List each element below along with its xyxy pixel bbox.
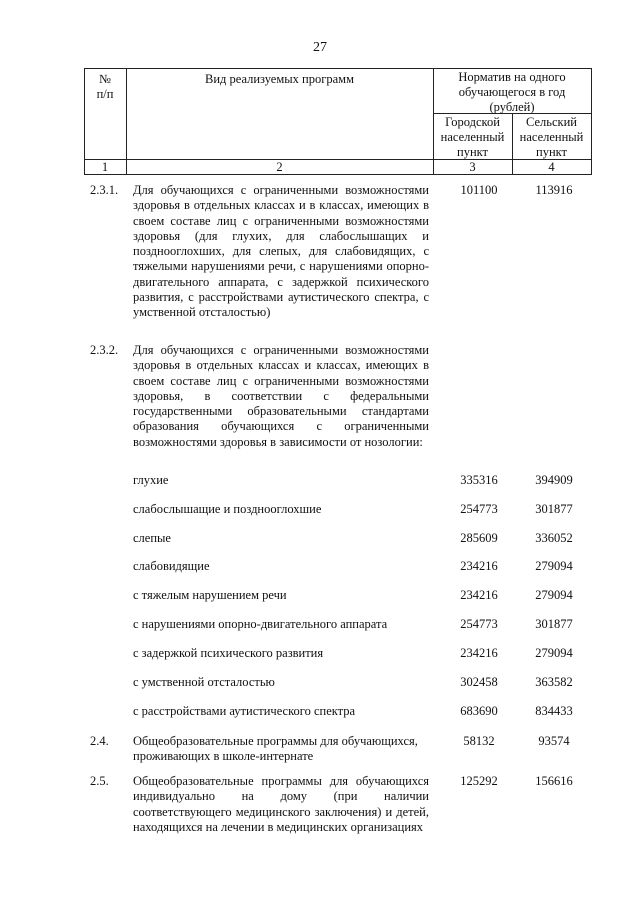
- row-urban-value: 125292: [460, 774, 498, 788]
- row-description: слабовидящие: [133, 559, 210, 573]
- row-rural-value: 301877: [535, 502, 573, 516]
- header-index: 2: [276, 160, 283, 174]
- row-urban-value: 234216: [460, 559, 498, 573]
- row-rural-value: 363582: [535, 675, 573, 689]
- header-index: 4: [548, 160, 555, 174]
- row-description: с задержкой психического развития: [133, 646, 324, 660]
- row-rural-value: 93574: [538, 734, 570, 748]
- row-description: слепые: [133, 531, 171, 545]
- row-urban-value: 254773: [460, 617, 498, 631]
- row-description: с тяжелым нарушением речи: [133, 588, 287, 602]
- header-index: 1: [101, 160, 109, 174]
- row-urban-value: 234216: [460, 588, 498, 602]
- row-urban-value: 234216: [460, 646, 498, 660]
- header-col-num: № п/п: [96, 72, 114, 101]
- row-description: Общеобразовательные программы для обучающихся, проживающих в школе-интернате: [133, 734, 418, 764]
- row-urban-value: 101100: [460, 183, 498, 197]
- header-col-urban: Городской населенный пункт: [440, 115, 505, 159]
- row-rural-value: 394909: [535, 473, 573, 487]
- header-col-norm: Норматив на одного обучающегося в год (рублей): [458, 70, 566, 114]
- row-rural-value: 834433: [535, 704, 573, 718]
- row-urban-value: 335316: [460, 473, 498, 487]
- row-description: Общеобразовательные программы для обучающихся индивидуально на дому (при наличии соответствующего медицинского заключения) и детей, находящихся на лечении в медицинских организациях: [133, 774, 429, 834]
- row-rural-value: 156616: [535, 774, 573, 788]
- row-description: с расстройствами аутистического спектра: [133, 704, 356, 718]
- row-rural-value: 279094: [535, 559, 573, 573]
- row-urban-value: 254773: [460, 502, 498, 516]
- header-index: 3: [469, 160, 476, 174]
- row-number: 2.3.2.: [90, 343, 119, 357]
- row-rural-value: 336052: [535, 531, 573, 545]
- table-header: [84, 68, 592, 175]
- page-number: 27: [313, 40, 327, 55]
- header-col-type: Вид реализуемых программ: [205, 72, 354, 86]
- row-description: Для обучающихся с ограниченными возможностями здоровья в отдельных классах и в классах, имеющих в своем составе лиц с ограниченными возможностями здоровья (для глухих, для слабослышащих и позднооглохших, для слепых, для слабовидящих, с тяжелыми нарушениями речи, с нарушениями опорно-двигательного аппарата, с задержкой психического развития, с расстройствами аутистического спектра, с умственной отсталостью): [133, 183, 429, 320]
- row-rural-value: 279094: [535, 646, 573, 660]
- row-urban-value: 285609: [460, 531, 498, 545]
- row-description: глухие: [133, 473, 169, 487]
- row-number: 2.4.: [90, 734, 109, 748]
- row-rural-value: 113916: [535, 183, 573, 197]
- row-rural-value: 279094: [535, 588, 573, 602]
- header-col-rural: Сельский населенный пункт: [519, 115, 584, 159]
- row-description: слабослышащие и позднооглохшие: [133, 502, 322, 516]
- row-rural-value: 301877: [535, 617, 573, 631]
- row-number: 2.3.1.: [90, 183, 119, 197]
- row-urban-value: 58132: [463, 734, 495, 748]
- row-urban-value: 683690: [460, 704, 498, 718]
- row-description: с нарушениями опорно-двигательного аппарата: [133, 617, 388, 631]
- row-number: 2.5.: [90, 774, 109, 788]
- row-description: Для обучающихся с ограниченными возможностями здоровья в отдельных классах и классах, имеющих в своем составе лиц с ограниченными возможностями здоровья, в соответствии с федеральными государственными образовательными стандартами образования обучающихся с ограниченными возможностями здоровья в зависимости от нозологии:: [133, 343, 429, 449]
- row-urban-value: 302458: [460, 675, 498, 689]
- row-description: с умственной отсталостью: [133, 675, 275, 689]
